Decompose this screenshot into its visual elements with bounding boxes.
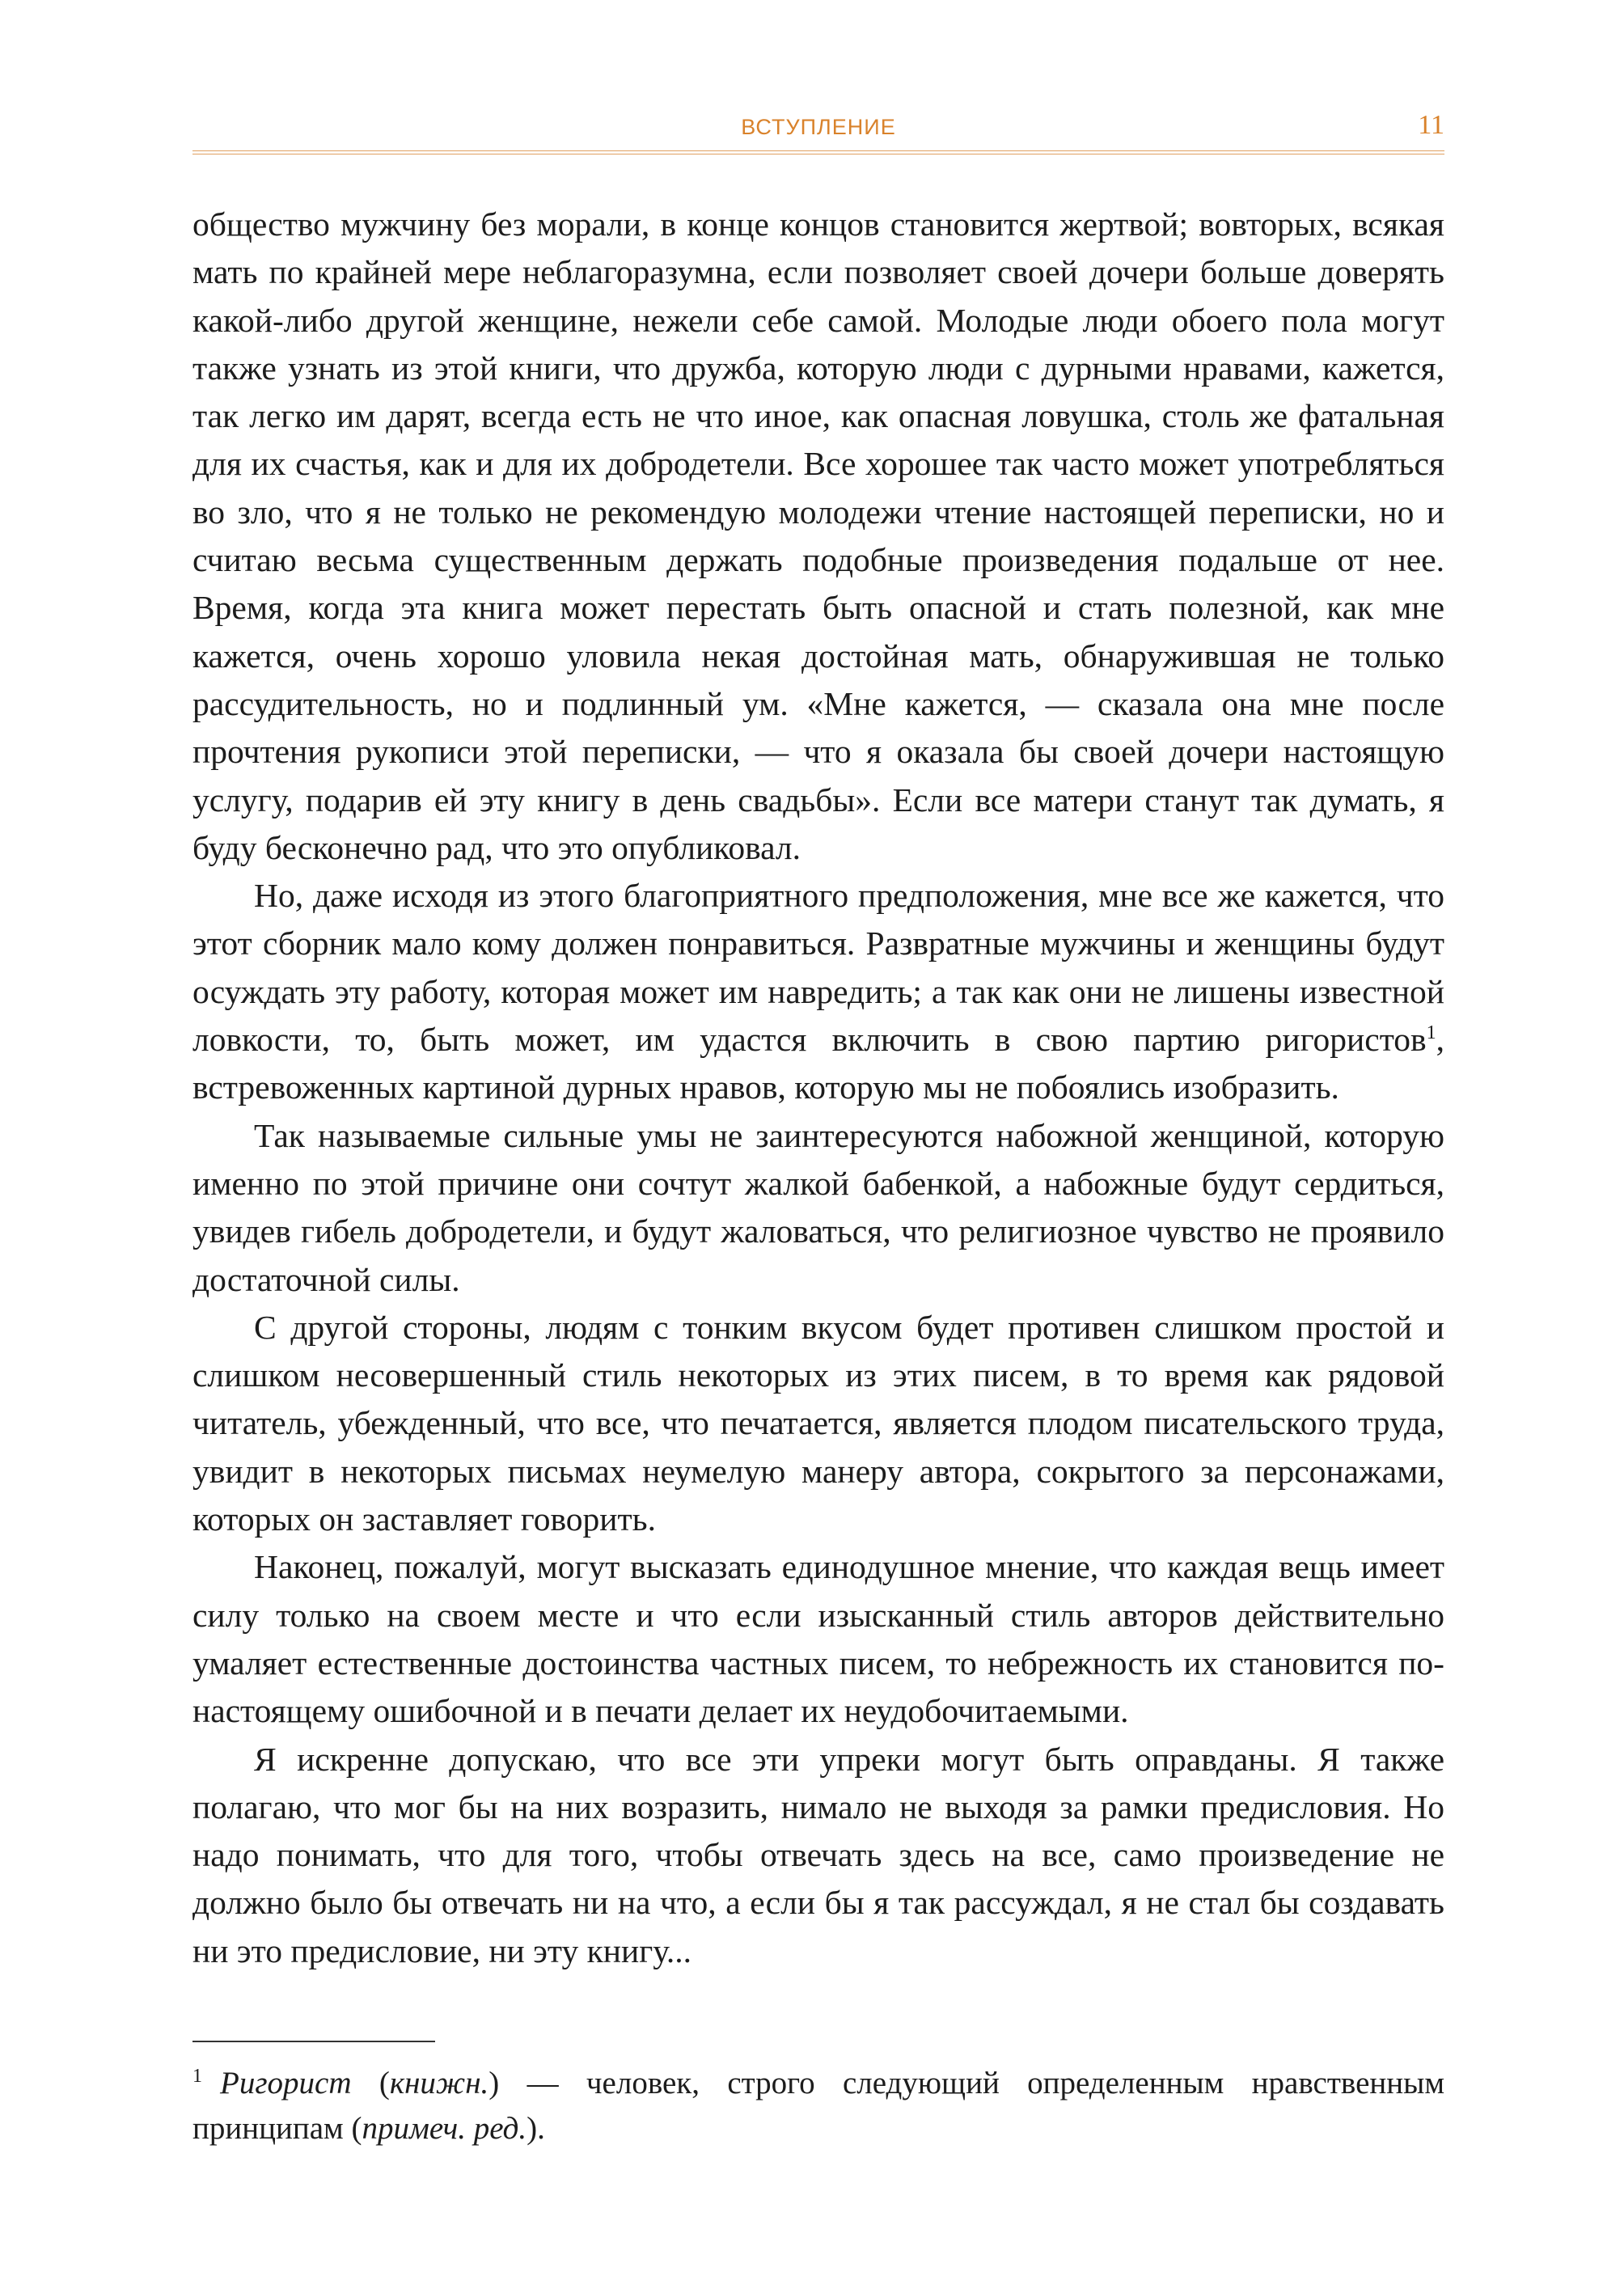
- paragraph-text: , встревоженных картиной дурных нравов, которую мы не побоялись изобразить.: [192, 1021, 1444, 1106]
- paragraph-text: Но, даже исходя из этого благоприятного предположения, мне все же кажется, что этот сборник мало кому должен понравиться. Развратные мужчины и женщины будут осуждать эту работу, которая может им навредить; а так как они не лишены известной ловкости, то, быть может, им удастся включить в свою партию ригористов: [192, 877, 1444, 1059]
- footnote-definition: — человек, строго следующий определенным нравственным принципам (: [192, 2066, 1444, 2146]
- footnote-closing: ).: [527, 2111, 545, 2146]
- paragraph: Я искренне допускаю, что все эти упреки могут быть оправданы. Я также полагаю, что мог бы на них возразить, нимало не выходя за рамки предисловия. Но надо понимать, что для того, чтобы отвечать здесь на все, само произведение не должно было бы отвечать ни на что, а если бы я так рассуждал, я не стал бы создавать ни это предисловие, ни эту книгу...: [192, 1740, 1444, 1969]
- footnote: $^1$ Ригорист (книжн.) — человек, строго следующий определенным нравственным принципам (примеч. ред.).: [192, 2066, 1444, 2146]
- footnote-divider: [192, 2041, 435, 2042]
- paragraph: [192, 872, 1444, 1111]
- main-text: [192, 201, 1444, 1975]
- chapter-title: ВСТУПЛЕНИЕ: [741, 115, 896, 139]
- footnote-mark: 1: [192, 2066, 202, 2087]
- paragraph: общество мужчину без морали, в конце концов становится жертвой; вовторых, всякая мать по крайней мере неблагоразумна, если позволяет своей дочери больше доверять какой-либо другой женщине, нежели себе самой. Молодые люди обоего пола могут также узнать из этой книги, что дружба, которую люди с дурными нравами, кажется, так легко им дарят, всегда есть не что иное, как опасная ловушка, столь же фатальная для их счастья, как и для их добродетели. Все хорошее так часто может употребляться во зло, что я не только не рекомендую молодежи чтение настоящей переписки, но и считаю весьма существенным держать подобные произведения подальше от нее. Время, когда эта книга может перестать быть опасной и стать полезной, как мне кажется, очень хорошо уловила некая достойная мать, обнаружившая не только рассудительность, но и подлинный ум. «Мне кажется, — сказала она мне после прочтения рукописи этой переписки, — что я оказала бы своей дочери настоящую услугу, подарив ей эту книгу в день свадьбы». Если все матери станут так думать, я буду бесконечно рад, что это опубликовал.: [192, 205, 1444, 866]
- header-divider: [192, 150, 1444, 154]
- footnote-reference[interactable]: 1: [1426, 1022, 1436, 1044]
- page-number: 11: [1418, 110, 1444, 140]
- paragraph: С другой стороны, людям с тонким вкусом будет противен слишком простой и слишком несовершенный стиль некоторых из этих писем, в то время как рядовой читатель, убежденный, что все, что печатается, является плодом писательского труда, увидит в некоторых письмах неумелую манеру автора, сокрытого за персонажами, которых он заставляет говорить.: [192, 1308, 1444, 1538]
- footnote-term-note: книжн.: [389, 2066, 489, 2101]
- running-header: [192, 105, 1444, 154]
- paragraph: Наконец, пожалуй, могут высказать единодушное мнение, что каждая вещь имеет силу только на своем месте и что если изысканный стиль авторов действительно умаляет естественные достоинства частных писем, то небрежность их становится по-настоящему ошибочной и в печати делает их неудобочитаемыми.: [192, 1548, 1444, 1730]
- footnote-term: Ригорист: [220, 2066, 352, 2101]
- footnote-editor-note: примеч. ред.: [362, 2111, 527, 2146]
- paragraph: Так называемые сильные умы не заинтересуются набожной женщиной, которую именно по этой причине они сочтут жалкой бабенкой, а набожные будут сердиться, увидев гибель добродетели, и будут жаловаться, что религиозное чувство не проявило достаточной силы.: [192, 1116, 1444, 1298]
